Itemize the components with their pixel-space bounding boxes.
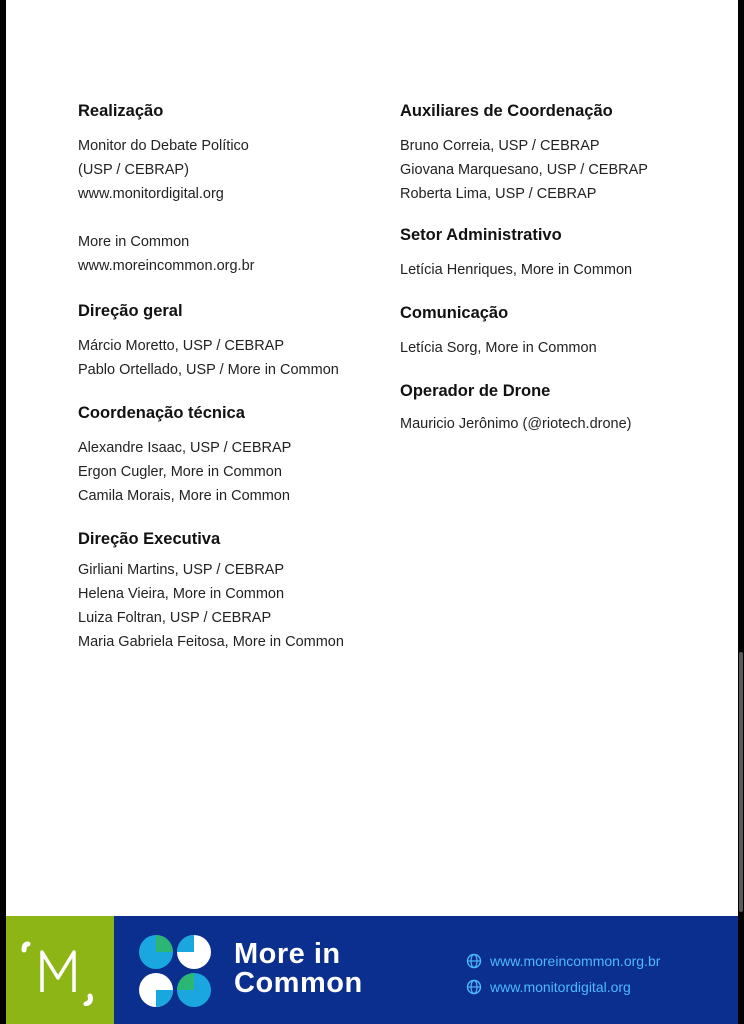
left-column: [78, 100, 388, 654]
section-heading: Auxiliares de Coordenação: [400, 102, 613, 120]
credit-line: Ergon Cugler, More in Common: [78, 464, 282, 480]
section-heading: Direção geral: [78, 302, 183, 320]
credit-line: Pablo Ortellado, USP / More in Common: [78, 362, 339, 378]
credit-line: Letícia Henriques, More in Common: [400, 262, 633, 278]
credit-line: Giovana Marquesano, USP / CEBRAP: [400, 162, 648, 178]
right-column: [400, 100, 720, 436]
scrollbar[interactable]: [739, 652, 743, 912]
spacer: [78, 206, 388, 230]
section-heading: Operador de Drone: [400, 382, 551, 400]
credit-line: Girliani Martins, USP / CEBRAP: [78, 562, 285, 578]
credit-line: www.monitordigital.org: [78, 186, 224, 202]
document-page: [6, 0, 738, 1024]
link-text[interactable]: www.monitordigital.org: [490, 979, 631, 995]
section-heading: Comunicação: [400, 304, 509, 322]
section-operador-drone: [400, 380, 720, 436]
section-direcao-executiva: [78, 528, 388, 654]
credit-line: Mauricio Jerônimo (@riotech.drone): [400, 416, 632, 432]
credit-line: Monitor do Debate Político: [78, 138, 249, 154]
brand-line: Common: [234, 967, 363, 999]
credit-line: (USP / CEBRAP): [78, 162, 189, 178]
link-text[interactable]: www.moreincommon.org.br: [490, 953, 661, 969]
globe-icon: [466, 979, 482, 995]
globe-icon: [466, 953, 482, 969]
section-heading: Realização: [78, 102, 164, 120]
website-link[interactable]: [466, 974, 660, 1000]
section-auxiliares: [400, 100, 720, 206]
brand-name: [234, 940, 363, 998]
section-setor-administrativo: [400, 224, 720, 282]
section-direcao-geral: [78, 300, 388, 382]
footer-links: [466, 948, 660, 1000]
monitor-logo-panel: [6, 916, 114, 1024]
credit-line: Alexandre Isaac, USP / CEBRAP: [78, 440, 292, 456]
credit-line: www.moreincommon.org.br: [78, 258, 255, 274]
credit-line: Maria Gabriela Feitosa, More in Common: [78, 634, 344, 650]
credit-line: Bruno Correia, USP / CEBRAP: [400, 138, 600, 154]
section-coordenacao-tecnica: [78, 402, 388, 508]
section-realizacao: [78, 100, 388, 278]
credit-line: More in Common: [78, 234, 190, 250]
credit-line: Luiza Foltran, USP / CEBRAP: [78, 610, 272, 626]
credit-line: Márcio Moretto, USP / CEBRAP: [78, 338, 285, 354]
section-heading: Coordenação técnica: [78, 404, 245, 422]
credit-line: Letícia Sorg, More in Common: [400, 340, 597, 356]
section-heading: Direção Executiva: [78, 530, 221, 548]
brand-line: More in: [234, 938, 341, 970]
credit-line: Roberta Lima, USP / CEBRAP: [400, 186, 597, 202]
footer-banner: [6, 916, 738, 1024]
section-heading: Setor Administrativo: [400, 226, 562, 244]
section-comunicacao: [400, 302, 720, 360]
website-link[interactable]: [466, 948, 660, 974]
monitor-logo-icon: [20, 934, 100, 1006]
credit-line: Helena Vieira, More in Common: [78, 586, 285, 602]
more-in-common-logo-icon: [138, 934, 212, 1008]
credit-line: Camila Morais, More in Common: [78, 488, 290, 504]
